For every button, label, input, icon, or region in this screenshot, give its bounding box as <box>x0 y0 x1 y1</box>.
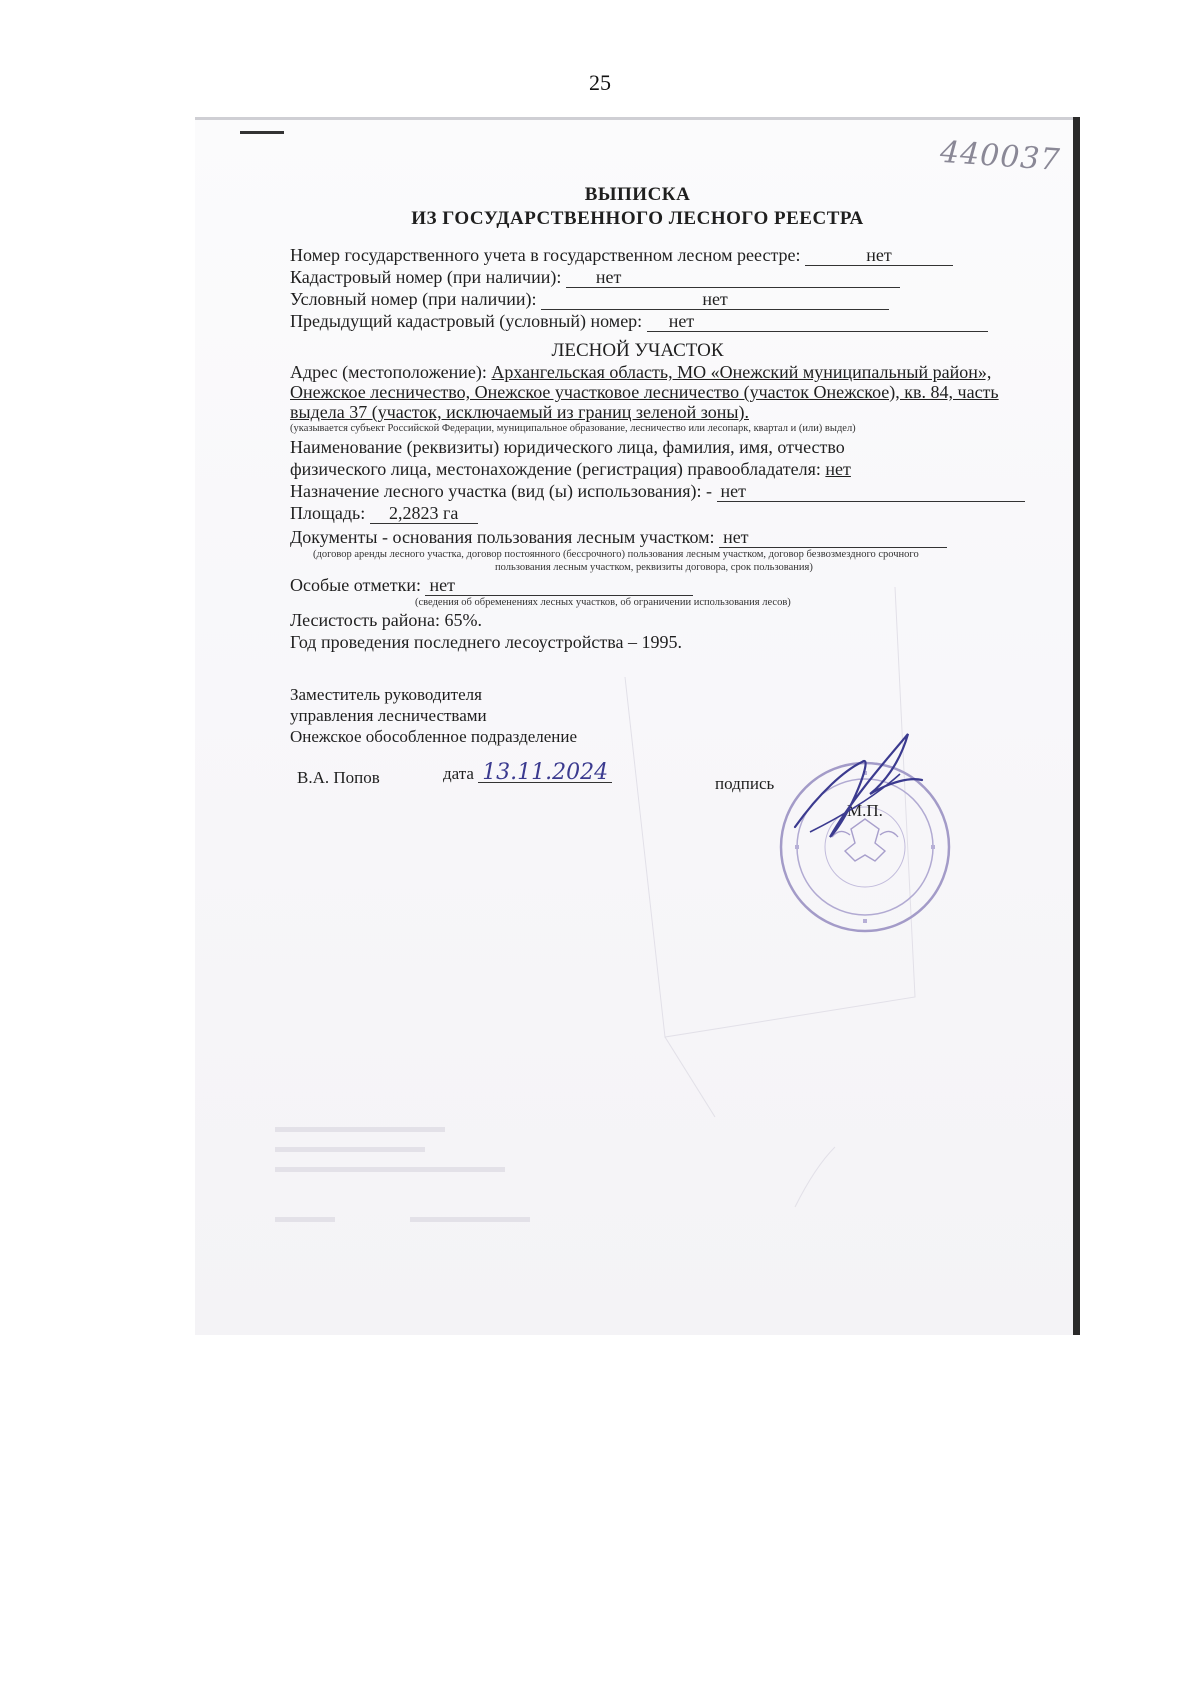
forest-cover: Лесистость района: 65%. <box>290 610 483 630</box>
purpose-value: нет <box>717 482 1025 502</box>
conditional-label: Условный номер (при наличии): <box>290 289 537 309</box>
documents-value: нет <box>719 528 947 548</box>
documents-note-1: (договор аренды лесного участка, договор постоянного (бессрочного) пользования лесным участком, договор безвозмездного срочного <box>313 549 919 560</box>
owner-line-2: физического лица, местонахождение (регистрация) правообладателя: <box>290 459 821 479</box>
documents-note-2: пользования лесным участком, реквизиты договора, срок пользования) <box>495 562 813 573</box>
special-label: Особые отметки: <box>290 575 421 595</box>
conditional-row <box>290 289 889 310</box>
state-number-label: Номер государственного учета в государственном лесном реестре: <box>290 245 801 265</box>
address-note: (указывается субъект Российской Федерации, муниципальное образование, лесничество или лесопарк, квартал и (или) выдел) <box>290 423 856 434</box>
date-label: дата <box>443 764 474 783</box>
previous-number-label: Предыдущий кадастровый (условный) номер: <box>290 311 643 331</box>
last-survey: Год проведения последнего лесоустройства – 1995. <box>290 632 682 652</box>
owner-row <box>290 459 851 480</box>
address-row <box>290 362 991 383</box>
owner-value: нет <box>825 459 851 479</box>
signatory-line-2: управления лесничествами <box>290 706 487 725</box>
area-label: Площадь: <box>290 503 366 523</box>
page-number: 25 <box>589 70 611 95</box>
date-row <box>443 760 612 785</box>
address-label: Адрес (местоположение): <box>290 362 487 382</box>
cadastral-row <box>290 267 900 288</box>
section-title: ЛЕСНОЙ УЧАСТОК <box>551 340 724 361</box>
special-note: (сведения об обременениях лесных участков, об ограничении использования лесов) <box>415 597 791 608</box>
conditional-value: нет <box>541 290 889 310</box>
signatory-line-3: Онежское обособленное подразделение <box>290 727 578 746</box>
seal-label: М.П. <box>847 801 883 820</box>
special-row <box>290 575 693 596</box>
address-line-2: Онежское лесничество, Онежское участковое лесничество (участок Онежское), кв. 84, часть <box>290 382 999 402</box>
previous-number-row <box>290 311 988 332</box>
area-row <box>290 503 478 524</box>
state-number-value: нет <box>805 246 953 266</box>
scanned-document <box>195 117 1080 1335</box>
address-line-3: выдела 37 (участок, исключаемый из границ зеленой зоны). <box>290 402 749 422</box>
address-line-1: Архангельская область, МО «Онежский муниципальный район», <box>491 362 992 382</box>
purpose-row <box>290 481 1025 502</box>
area-value: 2,2823 га <box>370 504 478 524</box>
handwritten-number: 440037 <box>938 134 1062 179</box>
document-subtitle: ИЗ ГОСУДАРСТВЕННОГО ЛЕСНОГО РЕЕСТРА <box>411 208 864 229</box>
handwritten-signature <box>790 722 930 852</box>
cadastral-value: нет <box>566 268 900 288</box>
signature-label: подпись <box>715 774 775 793</box>
document-title: ВЫПИСКА <box>584 184 691 205</box>
state-number-row <box>290 245 953 266</box>
date-value: 13.11.2024 <box>478 763 612 783</box>
purpose-label: Назначение лесного участка (вид (ы) использования): - <box>290 481 712 501</box>
cadastral-label: Кадастровый номер (при наличии): <box>290 267 562 287</box>
documents-label: Документы - основания пользования лесным участком: <box>290 527 715 547</box>
owner-line-1: Наименование (реквизиты) юридического лица, фамилия, имя, отчество <box>290 437 845 457</box>
signatory-name: В.А. Попов <box>297 768 380 787</box>
documents-row <box>290 527 947 548</box>
special-value: нет <box>425 576 693 596</box>
previous-number-value: нет <box>647 312 988 332</box>
signatory-line-1: Заместитель руководителя <box>290 685 482 704</box>
